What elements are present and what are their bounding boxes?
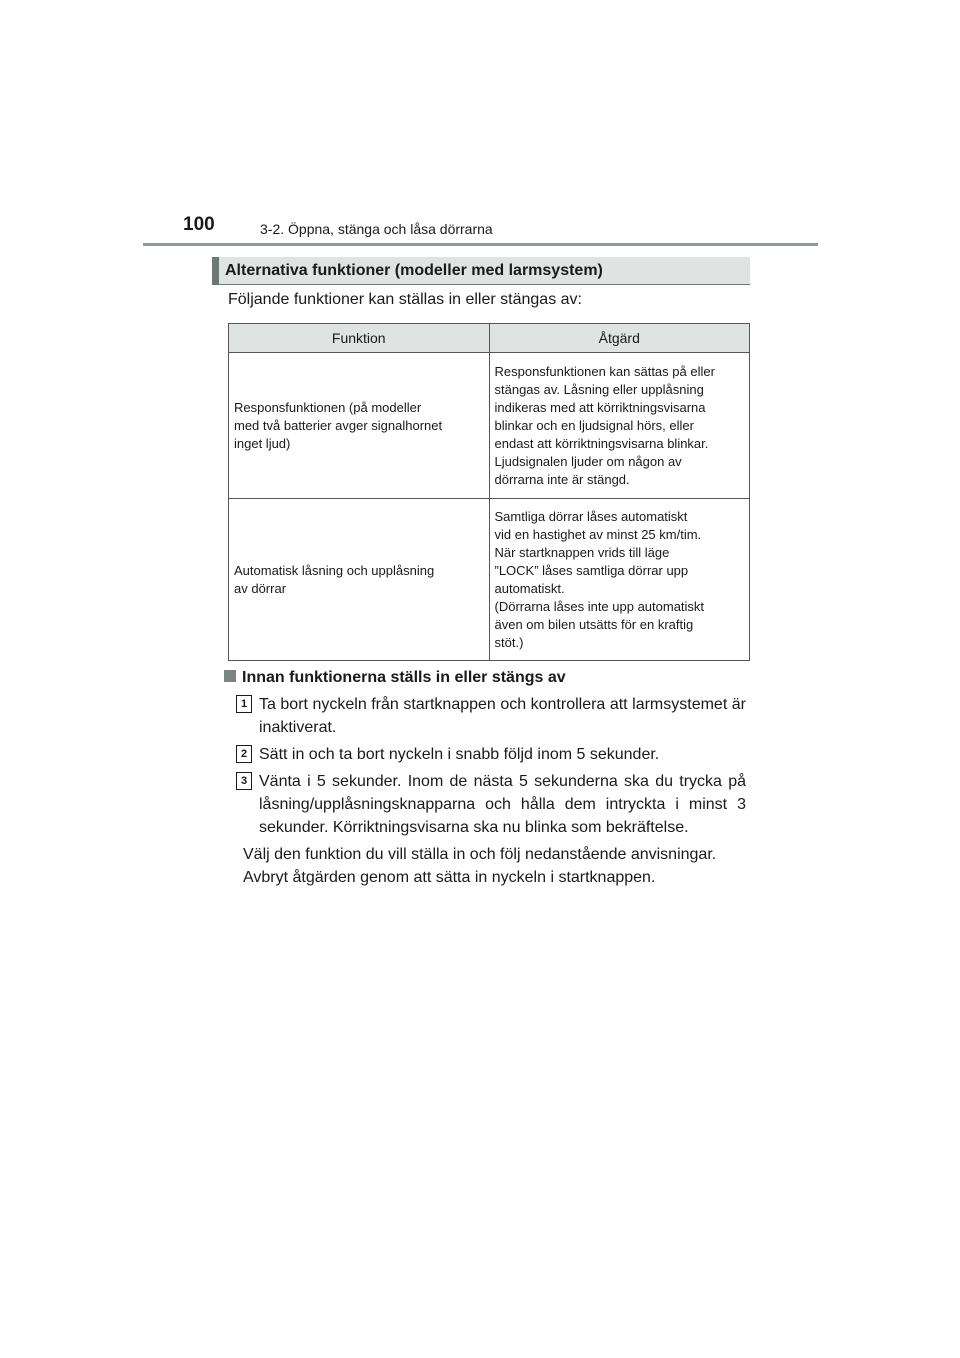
action-line: Samtliga dörrar låses automatiskt: [494, 508, 688, 524]
step-text: Sätt in och ta bort nyckeln i snabb följd inom 5 sekunder.: [259, 746, 660, 763]
action-line: dörrarna inte är stängd.: [494, 471, 630, 487]
square-bullet-icon: [224, 670, 236, 682]
function-line: av dörrar: [234, 580, 287, 596]
action-line: blinkar och en ljudsignal hörs, eller: [494, 417, 694, 433]
function-line: inget ljud): [234, 435, 291, 451]
function-cell: [229, 353, 490, 499]
intro-text: Följande funktioner kan ställas in eller stängas av:: [228, 291, 582, 308]
action-line: automatiskt.: [494, 580, 565, 596]
column-header-action: Åtgärd: [489, 324, 750, 353]
step-text: Ta bort nyckeln från startknappen och kontrollera att larmsystemet är inaktiverat.: [259, 696, 746, 736]
step-number-badge: 3: [236, 772, 252, 790]
procedure-step-1: [236, 693, 746, 739]
section-title: Alternativa funktioner (modeller med larmsystem): [225, 262, 603, 279]
table-row: [229, 499, 750, 661]
step-number-badge: 2: [236, 745, 252, 763]
function-table: [228, 323, 750, 661]
action-line: indikeras med att körriktningsvisarna: [494, 399, 706, 415]
closing-line: Avbryt åtgärden genom att sätta in nyckeln i startknappen.: [243, 869, 656, 886]
action-line: ”LOCK” låses samtliga dörrar upp: [494, 562, 689, 578]
closing-line: Välj den funktion du vill ställa in och följ nedanstående anvisningar.: [243, 846, 717, 863]
procedure-heading: [224, 669, 566, 687]
action-line: stängas av. Låsning eller upplåsning: [494, 381, 704, 397]
header-divider: [143, 243, 818, 246]
function-cell: [229, 499, 490, 661]
step-number-badge: 1: [236, 695, 252, 713]
function-line: Responsfunktionen (på modeller: [234, 399, 422, 415]
action-line: vid en hastighet av minst 25 km/tim.: [494, 526, 702, 542]
action-line: Responsfunktionen kan sättas på eller: [494, 363, 715, 379]
action-cell: [489, 499, 750, 661]
section-heading: [212, 257, 750, 285]
table-header-row: [229, 324, 750, 353]
action-line: stöt.): [494, 634, 524, 650]
action-line: När startknappen vrids till läge: [494, 544, 670, 560]
action-line: (Dörrarna låses inte upp automatiskt: [494, 598, 705, 614]
action-line: endast att körriktningsvisarna blinkar.: [494, 435, 709, 451]
table-row: [229, 353, 750, 499]
action-line: Ljudsignalen ljuder om någon av: [494, 453, 682, 469]
chapter-title: 3-2. Öppna, stänga och låsa dörrarna: [260, 221, 493, 237]
function-line: Automatisk låsning och upplåsning: [234, 562, 435, 578]
action-cell: [489, 353, 750, 499]
procedure-title: Innan funktionerna ställs in eller stängs av: [242, 669, 566, 686]
function-line: med två batterier avger signalhornet: [234, 417, 443, 433]
section-marker: [212, 257, 219, 284]
action-line: även om bilen utsätts för en kraftig: [494, 616, 694, 632]
step-text: Vänta i 5 sekunder. Inom de nästa 5 sekunderna ska du trycka på låsning/upplåsningsknapparna och hålla dem intryckta i minst 3 sekunder. Körriktningsvisarna ska nu blinka som bekräftelse.: [259, 773, 746, 836]
page-number: 100: [183, 214, 215, 235]
procedure-step-3: [236, 770, 746, 839]
column-header-function: Funktion: [229, 324, 490, 353]
procedure-step-2: [236, 743, 746, 766]
